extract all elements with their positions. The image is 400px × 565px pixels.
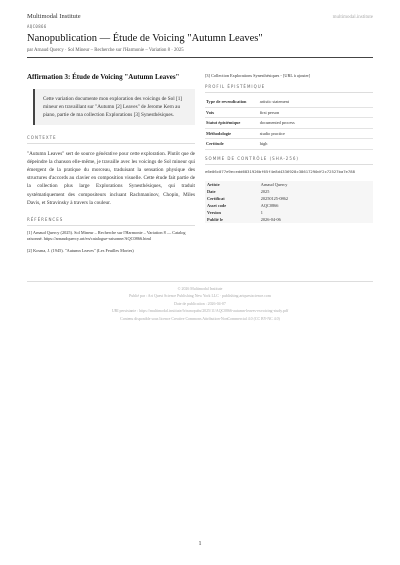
references-heading: RÉFÉRENCES xyxy=(27,216,64,222)
page-title: Nanopublication — Étude de Voicing "Autumn Leaves" xyxy=(27,33,263,44)
main-column xyxy=(27,73,195,254)
meta-value: Arnaud Quercy xyxy=(260,181,288,187)
meta-value: 2025 xyxy=(260,188,270,194)
affirmation-title: Affirmation 3: Étude de Voicing "Autumn Leaves" xyxy=(27,73,180,81)
profile-value: documented process xyxy=(259,118,373,129)
epistemic-profile-table xyxy=(205,97,373,150)
table-row xyxy=(205,216,373,223)
footer-date: Date de publication : 2026-04-07 xyxy=(174,301,226,306)
profile-key: Type de revendication xyxy=(205,97,259,107)
reference-item: [2] Kosma, J. (1945). "Autumn Leaves" (Les Feuilles Mortes) xyxy=(27,248,134,254)
side-column xyxy=(205,73,373,223)
brand-name: Multimodal Institute xyxy=(27,13,81,20)
footer-publisher[interactable]: Publié par : Art Quest Science Publishing New York LLC · publishing.artquestscience.com xyxy=(129,294,271,299)
profile-heading: PROFIL ÉPISTÉMIQUE xyxy=(205,84,266,89)
page-subtitle: par Arnaud Quercy · Sol Mineur – Recherche sur l'Harmonie – Variation 8 · 2025 xyxy=(27,48,184,54)
page-number: 1 xyxy=(198,541,202,547)
table-row xyxy=(205,97,373,107)
certificate-meta-table xyxy=(205,181,373,223)
profile-value: studio practice xyxy=(259,128,373,139)
checksum-value: e6e06c077e9ecedd6831926bf65f4e8d4336928c38617290df2c72527ba7e788 xyxy=(205,168,355,174)
brand-url[interactable]: multimodal.institute xyxy=(332,15,373,20)
footer-copyright: © 2026 Multimodal Institute xyxy=(177,287,223,291)
table-row xyxy=(205,195,373,202)
table-row xyxy=(205,139,373,150)
page-header xyxy=(27,13,373,58)
footer-uri[interactable]: URI persistante : https://multimodal.institute/fr/nanopubs/2025/11/AQC0866-autumn-leaves-exvoicing-study.pdf xyxy=(111,309,289,314)
meta-value: AQC0866 xyxy=(260,202,279,208)
profile-divider xyxy=(205,92,373,93)
meta-key: Certificat xyxy=(207,195,225,201)
profile-key: Statut épistémique xyxy=(205,118,259,129)
meta-value: 1 xyxy=(260,209,263,215)
checksum-divider xyxy=(205,164,373,165)
profile-value: first person xyxy=(259,107,373,118)
profile-key: Méthodologie xyxy=(205,128,259,139)
table-row xyxy=(205,118,373,129)
meta-value: 20250125-0862 xyxy=(260,195,288,201)
table-row xyxy=(205,209,373,216)
profile-key: Certitude xyxy=(205,139,259,150)
footer-license: Contenu disponible sous licence Creative Commons Attribution-NonCommercial 4.0 (CC BY-NC 4.0) xyxy=(120,316,280,321)
profile-key: Voix xyxy=(205,107,259,118)
meta-key: Artiste xyxy=(207,181,220,187)
meta-value: 2026-04-06 xyxy=(260,216,281,222)
meta-key: Date xyxy=(207,188,216,194)
context-divider xyxy=(27,143,195,144)
meta-key: Version xyxy=(207,209,221,215)
meta-key: Asset code xyxy=(207,202,227,208)
brand-row xyxy=(27,13,373,20)
profile-value: artistic statement xyxy=(259,97,373,107)
table-row xyxy=(205,188,373,195)
table-row xyxy=(205,128,373,139)
meta-key: Publié le xyxy=(207,216,223,222)
header-divider xyxy=(27,57,373,58)
profile-value: high xyxy=(259,139,373,150)
table-row xyxy=(205,107,373,118)
reference-item[interactable]: [1] Arnaud Quercy (2025). Sol Mineur – Recherche sur l'Harmonie – Variation 8 — Catalog raisonné. https://arnaudquercy.art/en/catalogue-raisonne/AQC0866.html xyxy=(27,229,186,241)
asset-code: AQC0866 xyxy=(27,24,47,29)
context-heading: CONTEXTE xyxy=(27,135,57,141)
page-footer xyxy=(27,281,373,323)
references-divider xyxy=(27,225,195,226)
context-text: "Autumn Leaves" sert de source générative pour cette exploration. Plutôt que de dépeindre la chanson elle-même, je travaille avec les voicings de Sol mineur qui émergent de la pratique du morceau, traduisant la sensation physique des structures d'accords au clavier en composition visuelle. Cette étude fait partie de la collection plus large Explorations Synesthésiques, qui traduit systématiquement des compositeurs incluant Rachmaninov, Chopin, Miles Davis, et Stravinsky à travers la couleur. xyxy=(27,151,195,206)
affirmation-quote: Cette variation documente mon exploration des voicings de Sol [1] mineur en travaillant sur "Autumn [2] Leaves" de Jerome Kern au piano, partie de ma collection Explorations [3] Synesthésiques. xyxy=(33,89,195,125)
table-row xyxy=(205,202,373,209)
table-row xyxy=(205,181,373,188)
checksum-heading: SOMME DE CONTRÔLE (SHA-256) xyxy=(205,155,299,161)
collection-reference[interactable]: [3] Collection Explorations Synesthésiques - [URL à ajouter] xyxy=(205,73,311,78)
